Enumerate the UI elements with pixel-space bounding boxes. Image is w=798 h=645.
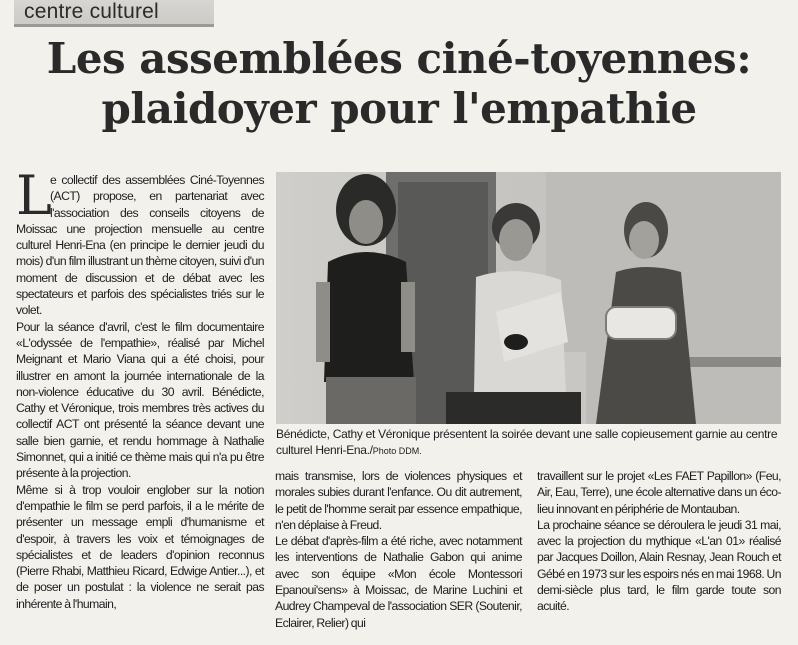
article-photo	[276, 172, 781, 424]
article-paragraph-5: Le débat d'après-film a été riche, avec notamment les interventions de Nathalie Gabon qui anime avec son équipe «Mon école Montessori Epanoui'sens» à Moissac, de Marine Luchini et Audrey Champeval de l'association SER (Soutenir, Eclairer, Relier) qui	[275, 534, 522, 630]
article-paragraph-3: Même si à trop vouloir englober sur la notion d'empathie le film se perd parfois, il a le mérite de présenter un message empli d'humanisme et d'espoir, à travers les voix et témoignages de spécialistes et de leaders d'opinion reconnus (Pierre Rhabi, Matthieu Ricard, Edwige Antier...), et de poser un postulat : la violence ne serait pas inhérente à l'humain,	[16, 482, 264, 611]
photo-credit: Photo DDM.	[372, 445, 422, 456]
article-paragraph-6: travaillent sur le projet «Les FAET Papillon» (Feu, Air, Eau, Terre), une école alternative dans un éco-lieu innovant en périphérie de Montauban.	[537, 469, 781, 516]
headline-line-2: plaidoyer pour l'empathie	[101, 84, 697, 133]
article-column-1	[16, 164, 264, 612]
section-rubric: centre culturel	[14, 0, 214, 27]
article-paragraph-4: mais transmise, lors de violences physiques et morales subies durant l'enfance. Ou dit autrement, le petit de l'homme serait par essence empathique, n'en déplaise à Freud.	[275, 469, 522, 532]
article-column-3	[537, 468, 781, 615]
article-paragraph-1	[16, 164, 264, 319]
headline-line-1: Les assemblées ciné-toyennes:	[46, 34, 752, 83]
article-paragraph-7: La prochaine séance se déroulera le jeudi 31 mai, avec la projection du mythique «L'an 01» réalisé par Jacques Doillon, Alain Resnay, Jean Rouch et Gébé en 1973 sur les espoirs nés en mai 1968. Un demi-siècle plus tard, le film garde toute son acuité.	[537, 517, 781, 614]
headline	[0, 34, 798, 134]
photo-caption	[276, 427, 781, 459]
article-paragraph-2: Pour la séance d'avril, c'est le film documentaire «L'odyssée de l'empathie», réalisé par Michel Meignant et Mario Viana qui a été choisi, pour illustrer en amont la journée internationale de la non-violence éducative du 30 avril. Bénédicte, Cathy et Véronique, trois membres très actives du collectif ACT ont présenté la séance devant une salle bien garnie, et rendu hommage à Nathalie Simonnet, qui a initié ce thème mais qui n'a pu être présente à la projection.	[16, 319, 264, 481]
drop-cap: L	[16, 164, 52, 227]
photo-caption-text: Bénédicte, Cathy et Véronique présentent la soirée devant une salle copieusement garnie au centre culturel Henri-Ena./	[276, 427, 778, 457]
paragraph-1-text: e collectif des assemblées Ciné-Toyennes (ACT) propose, en partenariat avec l'association des conseils citoyens de Moissac une projection mensuelle au centre culturel Henri-Ena (en principe le dernier jeudi du mois) d'un film illustrant un thème citoyen, suivi d'un moment de discussion et de débat avec les spectateurs et parfois des spécialistes triés sur le volet.	[16, 173, 264, 318]
photo-three-women-presenting	[276, 172, 781, 424]
article-column-2	[275, 468, 522, 631]
